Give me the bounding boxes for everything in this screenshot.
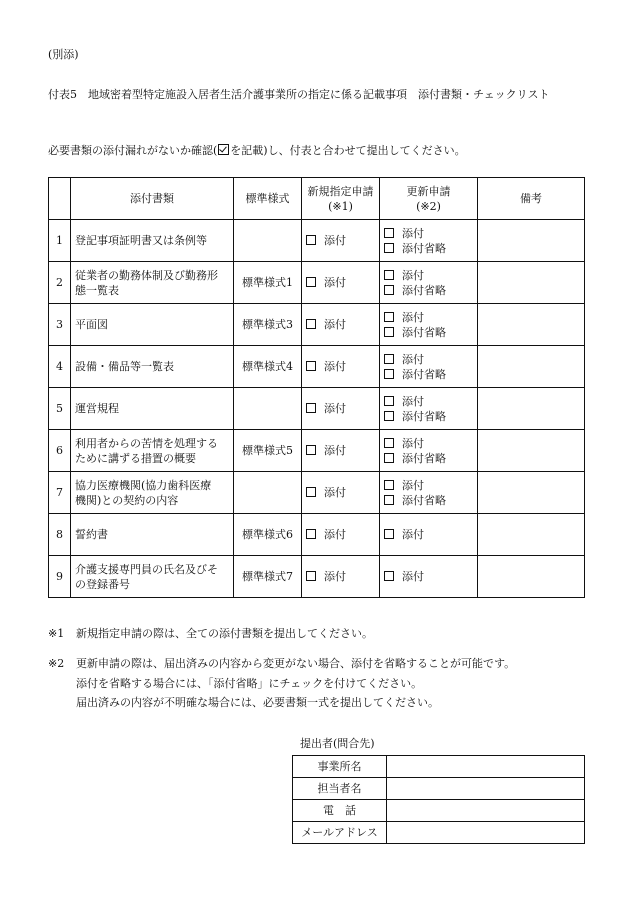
row-document [71,388,234,430]
note-2-line2: 添付を省略する場合には、「添付省略」にチェックを付けてください。 [76,677,423,690]
checkmark-box-icon [218,144,229,155]
row-document [71,220,234,262]
row-update-attach-label: 添付 [402,394,424,408]
row-update-omit[interactable] [384,283,473,298]
checkbox-icon[interactable] [306,319,316,329]
row-document-line2: の登録番号 [75,577,130,591]
row-new-checkbox[interactable] [302,556,380,598]
note-2-mark: ※2 [48,657,65,670]
table-row [49,430,585,472]
row-document [71,304,234,346]
row-update-attach-label: 添付 [402,310,424,324]
row-document-line2: ために講ずる措置の概要 [75,451,196,465]
row-update-omit[interactable] [384,409,473,424]
checkbox-icon[interactable] [384,312,394,322]
row-document [71,262,234,304]
row-update-attach[interactable] [384,478,473,493]
header-update-application [380,178,478,220]
row-update-checkbox[interactable] [380,514,478,556]
row-remarks[interactable] [478,430,585,472]
submitter-office-field[interactable] [387,756,585,778]
row-standard-form: 標準様式4 [234,346,302,388]
row-new-label: 添付 [324,485,346,499]
row-number: 5 [49,388,71,430]
header-update-line2: (※2) [416,199,441,213]
row-document-line1: 利用者からの苦情を処理する [75,436,218,450]
row-document-line1: 運営規程 [75,402,119,415]
instruction-text [48,144,466,157]
row-remarks[interactable] [478,346,585,388]
row-document-line1: 協力医療機関(協力歯科医療 [75,478,212,492]
document-title: 付表5 地域密着型特定施設入居者生活介護事業所の指定に係る記載事項 添付書類・チェックリスト [48,88,550,101]
row-update-omit[interactable] [384,451,473,466]
row-update-options [380,220,478,262]
row-remarks[interactable] [478,220,585,262]
row-new-checkbox[interactable] [302,220,380,262]
submitter-label-email: メールアドレス [293,822,387,844]
row-update-options [380,304,478,346]
row-number: 8 [49,514,71,556]
row-document [71,514,234,556]
note-1 [48,627,373,640]
row-remarks[interactable] [478,514,585,556]
row-update-options [380,388,478,430]
table-row [49,472,585,514]
row-update-options [380,472,478,514]
row-document-line1: 平面図 [75,318,108,331]
checkbox-icon[interactable] [306,235,316,245]
submitter-row-person [293,778,585,800]
submitter-label-phone: 電 話 [293,800,387,822]
row-number: 2 [49,262,71,304]
checkbox-icon[interactable] [384,327,394,337]
row-number: 7 [49,472,71,514]
submitter-row-phone [293,800,585,822]
row-new-label: 添付 [324,401,346,415]
row-document [71,430,234,472]
row-standard-form: 標準様式1 [234,262,302,304]
header-new-line1: 新規指定申請 [307,184,374,198]
row-remarks[interactable] [478,388,585,430]
row-update-omit-label: 添付省略 [402,451,446,465]
row-document-line1: 誓約書 [75,528,108,541]
row-update-attach-label: 添付 [402,436,424,450]
row-update-attach[interactable] [384,268,473,283]
row-document-line1: 設備・備品等一覧表 [75,360,174,373]
submitter-label-person: 担当者名 [293,778,387,800]
submitter-label-office: 事業所名 [293,756,387,778]
checkbox-icon[interactable] [306,361,316,371]
row-standard-form: 標準様式6 [234,514,302,556]
row-new-checkbox[interactable] [302,346,380,388]
row-update-checkbox[interactable] [380,556,478,598]
note-2-line3: 届出済みの内容が不明確な場合には、必要書類一式を提出してください。 [76,696,439,709]
checkbox-icon[interactable] [384,396,394,406]
note-1-mark: ※1 [48,627,65,640]
row-number: 1 [49,220,71,262]
checkbox-icon[interactable] [384,285,394,295]
submitter-row-email [293,822,585,844]
row-update-omit-label: 添付省略 [402,283,446,297]
row-number: 9 [49,556,71,598]
row-document-line1: 登記事項証明書又は条例等 [75,234,207,247]
row-new-label: 添付 [324,317,346,331]
row-update-attach[interactable] [384,226,473,241]
table-row [49,262,585,304]
row-update-attach-label: 添付 [402,268,424,282]
checkbox-icon[interactable] [306,445,316,455]
row-update-omit-label: 添付省略 [402,325,446,339]
row-remarks[interactable] [478,472,585,514]
header-standard-form: 標準様式 [234,178,302,220]
row-update-omit[interactable] [384,493,473,508]
submitter-email-field[interactable] [387,822,585,844]
row-document [71,346,234,388]
row-update-omit-label: 添付省略 [402,241,446,255]
row-update-omit-label: 添付省略 [402,493,446,507]
header-update-line1: 更新申請 [406,184,451,198]
row-update-omit-label: 添付省略 [402,409,446,423]
submitter-row-office [293,756,585,778]
row-new-label: 添付 [324,233,346,247]
row-document-line2: 態一覧表 [75,283,119,297]
table-row [49,220,585,262]
checkbox-icon[interactable] [306,571,316,581]
row-update-omit-label: 添付省略 [402,367,446,381]
checkbox-icon[interactable] [384,438,394,448]
row-update-attach[interactable] [384,310,473,325]
row-update-attach-label: 添付 [402,569,424,583]
row-new-checkbox[interactable] [302,304,380,346]
row-new-label: 添付 [324,527,346,541]
row-standard-form: 標準様式3 [234,304,302,346]
row-new-checkbox[interactable] [302,388,380,430]
table-row [49,346,585,388]
header-remarks: 備考 [478,178,585,220]
row-document [71,472,234,514]
table-row [49,514,585,556]
submitter-person-field[interactable] [387,778,585,800]
checkbox-icon[interactable] [306,487,316,497]
row-new-checkbox[interactable] [302,262,380,304]
row-update-omit[interactable] [384,367,473,382]
row-update-attach[interactable] [384,436,473,451]
row-new-checkbox[interactable] [302,430,380,472]
row-new-label: 添付 [324,569,346,583]
instruction-before: 必要書類の添付漏れがないか確認( [48,144,218,157]
row-standard-form: 標準様式5 [234,430,302,472]
row-new-label: 添付 [324,359,346,373]
row-remarks[interactable] [478,556,585,598]
attachment-label: (別添) [48,48,79,61]
row-update-attach[interactable] [384,352,473,367]
checklist-table [48,177,585,598]
table-header-row [49,178,585,220]
checkbox-icon[interactable] [306,529,316,539]
row-remarks[interactable] [478,304,585,346]
checkbox-icon[interactable] [384,228,394,238]
row-standard-form [234,388,302,430]
note-2-line1: 更新申請の際は、届出済みの内容から変更がない場合、添付を省略することが可能です。 [76,657,516,670]
row-document [71,556,234,598]
submitter-title: 提出者(問合先) [300,737,375,750]
row-update-options [380,346,478,388]
table-row [49,304,585,346]
row-update-attach-label: 添付 [402,352,424,366]
header-document: 添付書類 [71,178,234,220]
header-new-application [302,178,380,220]
checkbox-icon[interactable] [384,571,394,581]
row-document-line2: 機関)との契約の内容 [75,493,179,507]
row-update-attach-label: 添付 [402,527,424,541]
row-new-label: 添付 [324,443,346,457]
row-update-omit[interactable] [384,241,473,256]
checkbox-icon[interactable] [306,277,316,287]
table-row [49,556,585,598]
row-standard-form [234,472,302,514]
row-standard-form [234,220,302,262]
checkbox-icon[interactable] [384,270,394,280]
row-number: 3 [49,304,71,346]
row-document-line1: 介護支援専門員の氏名及びそ [75,562,218,576]
row-number: 4 [49,346,71,388]
row-new-checkbox[interactable] [302,514,380,556]
row-new-checkbox[interactable] [302,472,380,514]
row-update-omit[interactable] [384,325,473,340]
header-number [49,178,71,220]
row-update-options [380,430,478,472]
row-remarks[interactable] [478,262,585,304]
checkbox-icon[interactable] [384,369,394,379]
checkbox-icon[interactable] [384,480,394,490]
row-update-attach-label: 添付 [402,226,424,240]
note-2 [48,657,515,670]
row-update-attach-label: 添付 [402,478,424,492]
checkbox-icon[interactable] [384,495,394,505]
checkbox-icon[interactable] [384,453,394,463]
note-1-text: 新規指定申請の際は、全ての添付書類を提出してください。 [76,627,373,640]
checkbox-icon[interactable] [384,411,394,421]
checkbox-icon[interactable] [384,529,394,539]
row-update-options [380,262,478,304]
checkbox-icon[interactable] [306,403,316,413]
checkbox-icon[interactable] [384,354,394,364]
table-row [49,388,585,430]
row-document-line1: 従業者の勤務体制及び勤務形 [75,268,218,282]
instruction-after: を記載)し、付表と合わせて提出してください。 [230,144,466,157]
row-new-label: 添付 [324,275,346,289]
row-number: 6 [49,430,71,472]
header-new-line2: (※1) [328,199,353,213]
submitter-phone-field[interactable] [387,800,585,822]
submitter-table [292,755,585,844]
row-update-attach[interactable] [384,394,473,409]
checkbox-icon[interactable] [384,243,394,253]
row-standard-form: 標準様式7 [234,556,302,598]
